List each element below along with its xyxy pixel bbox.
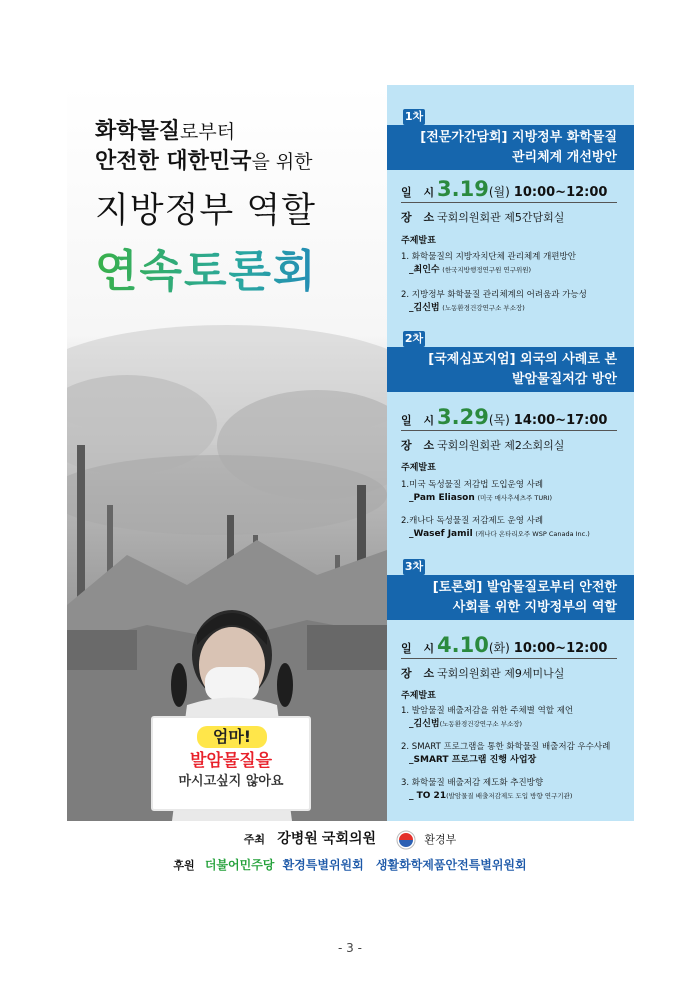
round-2-date-label: 일 시 <box>401 414 439 427</box>
round-3-item-2-speaker: _SMART 프로그램 진행 사업장 <box>409 755 537 765</box>
round-1-date-label: 일 시 <box>401 186 439 199</box>
headline-line-2-bold: 안전한 대한민국 <box>95 149 252 174</box>
round-3-title <box>387 575 634 620</box>
schedule-panel <box>387 85 634 821</box>
round-3-item-3 <box>401 777 629 803</box>
round-1-item-1-speaker: _최인수 <box>409 265 440 275</box>
round-1-item-2-text: 2. 지방정부 화학물질 관리체계의 어려움과 가능성 <box>401 290 587 300</box>
round-2-title-line-2: 발암물질저감 방안 <box>512 372 617 387</box>
headline-line-3: 지방정부 역할 <box>95 191 316 231</box>
round-3-place: 국회의원회관 제9세미나실 <box>437 667 565 680</box>
host-title: 국회의원 <box>321 831 377 847</box>
headline <box>95 117 385 301</box>
round-2-item-2 <box>401 515 629 541</box>
sponsor-label: 후원 <box>173 859 195 872</box>
headline-line-1 <box>95 117 385 147</box>
ministry-name: 환경부 <box>424 833 457 846</box>
round-3-item-3-text: 3. 화학물질 배출저감 제도화 추진방향 <box>401 778 544 788</box>
round-2-item-2-affil: (캐나다 온타리오주 WSP Canada Inc.) <box>475 530 590 538</box>
round-2-item-2-speaker: _Wasef Jamil <box>409 529 473 539</box>
placard-line-2: 발암물질을 <box>189 751 273 771</box>
headline-line-1-rest: 로부터 <box>180 121 236 143</box>
round-3-item-2 <box>401 741 629 767</box>
headline-line-4: 연속토론회 <box>95 243 385 301</box>
round-2-item-2-text: 2.캐나다 독성물질 저감제도 운영 사례 <box>401 516 544 526</box>
round-1-item-2-affil: (노동환경건강연구소 부소장) <box>442 304 525 312</box>
round-1-place-row <box>401 209 564 225</box>
round-2-time: 14:00~17:00 <box>513 413 608 428</box>
party-name: 더불어민주당 <box>204 858 275 872</box>
headline-line-2-rest: 을 위한 <box>251 151 313 173</box>
round-1-title <box>387 125 634 170</box>
committee-2: 생활화학제품안전특별위원회 <box>375 858 527 872</box>
round-3-item-2-text: 2. SMART 프로그램을 통한 화학물질 배출저감 우수사례 <box>401 742 611 752</box>
round-2-place: 국회의원회관 제2소회의실 <box>437 439 565 452</box>
round-3-date-row <box>401 633 607 657</box>
round-3-divider <box>401 658 617 659</box>
round-2-item-1-text: 1.미국 독성물질 저감법 도입운영 사례 <box>401 480 544 490</box>
round-2-item-1-speaker: _Pam Eliason <box>409 493 475 503</box>
round-2-item-1-affil: (미국 매사추세츠주 TURI) <box>477 494 553 502</box>
page-number: - 3 - <box>338 941 362 955</box>
round-1-time: 10:00~12:00 <box>513 185 608 200</box>
round-1-item-2-speaker: _김신범 <box>409 303 440 313</box>
host-label: 주최 <box>243 833 266 846</box>
round-2-title-line-1: [국제심포지엄] 외국의 사례로 본 <box>428 352 617 367</box>
headline-line-2 <box>95 147 385 177</box>
round-2-date: 3.29 <box>437 405 489 429</box>
round-3-place-row <box>401 665 564 681</box>
poster <box>67 85 634 821</box>
round-3-item-1-speaker: _김신범 <box>409 719 440 729</box>
sponsor-line <box>0 856 700 873</box>
round-3-item-1-text: 1. 발암물질 배출저감을 위한 주체별 역할 제언 <box>401 706 574 716</box>
round-3-place-label: 장 소 <box>401 667 439 680</box>
round-3-topics-label: 주제발표 <box>401 691 436 701</box>
round-1-title-line-1: [전문가간담회] 지방정부 화학물질 <box>420 130 617 145</box>
round-3-time: 10:00~12:00 <box>513 641 608 656</box>
placard-line-1: 엄마! <box>197 726 267 748</box>
round-2-item-1 <box>401 479 629 505</box>
committee-1: 환경특별위원회 <box>282 858 364 872</box>
poster-visual <box>67 85 387 821</box>
host-line <box>0 828 700 850</box>
round-2-divider <box>401 430 617 431</box>
round-3-date: 4.10 <box>437 633 489 657</box>
round-3-title-line-1: [토론회] 발암물질로부터 안전한 <box>432 580 617 595</box>
round-1-item-2 <box>401 289 629 315</box>
round-1-date-row <box>401 177 607 201</box>
round-3-item-3-affil: (발암물질 배출저감제도 도입 방향 연구기관) <box>446 792 573 800</box>
round-1-place: 국회의원회관 제5간담회실 <box>437 211 565 224</box>
round-1-divider <box>401 202 617 203</box>
government-emblem-icon <box>396 830 416 850</box>
round-3-item-1 <box>401 705 629 731</box>
round-1-item-1-text: 1. 화학물질의 지방자치단체 관리체계 개편방안 <box>401 252 576 262</box>
round-2-date-row <box>401 405 607 429</box>
round-1-title-line-2: 관리체계 개선방안 <box>512 150 617 165</box>
round-1-place-label: 장 소 <box>401 211 439 224</box>
round-3-weekday: (화) <box>488 641 510 655</box>
placard-line-3: 마시고싶지 않아요 <box>178 774 284 789</box>
round-3-date-label: 일 시 <box>401 642 439 655</box>
round-2-place-label: 장 소 <box>401 439 439 452</box>
round-3-tag: 3차 <box>404 560 424 573</box>
round-1-date: 3.19 <box>437 177 489 201</box>
round-1-item-1-affil: (한국지방행정연구원 연구위원) <box>442 266 532 274</box>
headline-line-1-bold: 화학물질 <box>95 119 181 144</box>
round-2-weekday: (목) <box>488 413 510 427</box>
round-3-item-3-speaker: _ TO 21 <box>409 791 447 801</box>
round-2-topics-label: 주제발표 <box>401 463 436 473</box>
round-1-item-1 <box>401 251 629 277</box>
placard <box>151 716 311 811</box>
host-name: 강병원 <box>277 831 318 847</box>
round-3-title-line-2: 사회를 위한 지방정부의 역할 <box>452 600 617 615</box>
round-3-item-1-affil: (노동환경건강연구소 부소장) <box>439 720 523 728</box>
round-1-tag: 1차 <box>404 110 424 123</box>
round-2-place-row <box>401 437 564 453</box>
round-1-topics-label: 주제발표 <box>401 236 436 246</box>
round-2-tag: 2차 <box>404 332 424 345</box>
round-2-title <box>387 347 634 392</box>
round-1-weekday: (월) <box>488 185 510 199</box>
